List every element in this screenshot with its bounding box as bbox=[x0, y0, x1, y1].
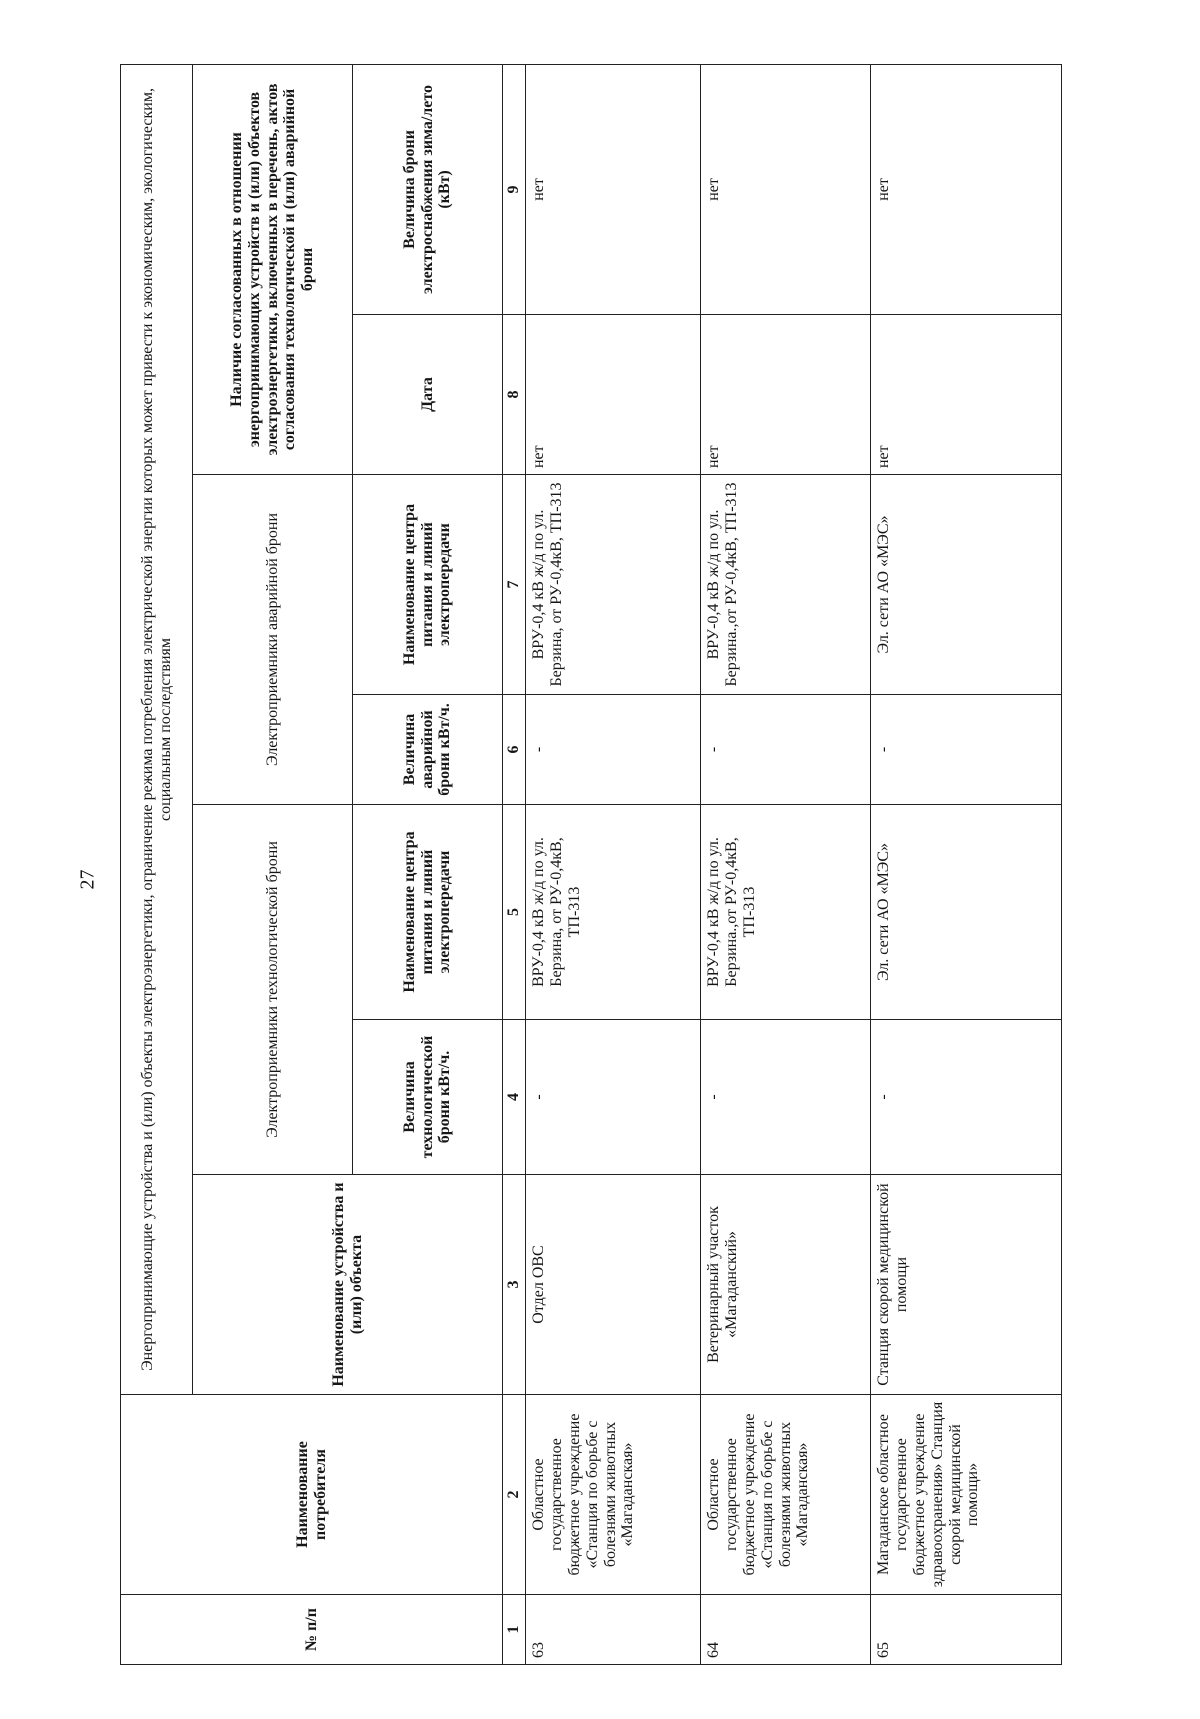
row-emerg-value: - bbox=[525, 695, 700, 805]
row-emerg-value: - bbox=[870, 695, 1061, 805]
column-number: 1 bbox=[503, 1595, 526, 1665]
header-row-1 bbox=[121, 64, 193, 1664]
header-emerg-group: Электроприемники аварийной брони bbox=[193, 475, 353, 805]
row-object: Отдел ОВС bbox=[525, 1175, 700, 1395]
header-tech-source: Наименование центра питания и линий электропередачи bbox=[353, 805, 503, 1020]
column-number: 6 bbox=[503, 695, 526, 805]
table-row bbox=[525, 64, 700, 1664]
column-number: 7 bbox=[503, 475, 526, 695]
header-emerg-source: Наименование центра питания и линий электропередачи bbox=[353, 475, 503, 695]
row-num: 64 bbox=[700, 1595, 870, 1665]
energy-consumers-table bbox=[120, 64, 1062, 1665]
table-row bbox=[870, 64, 1061, 1664]
column-number: 9 bbox=[503, 64, 526, 314]
row-emerg-source: Эл. сети АО «МЭС» bbox=[870, 475, 1061, 695]
row-num: 63 bbox=[525, 1595, 700, 1665]
row-consumer: Областное государственное бюджетное учреждение «Станция по борьбе с болезнями животных «Магаданская» bbox=[700, 1395, 870, 1595]
row-reserve: нет bbox=[700, 64, 870, 314]
row-tech-source: ВРУ-0,4 кВ ж/д по ул. Берзина, от РУ-0,4кВ, ТП-313 bbox=[525, 805, 700, 1020]
row-date: нет bbox=[525, 315, 700, 475]
row-emerg-source: ВРУ-0,4 кВ ж/д по ул. Берзина, от РУ-0,4кВ, ТП-313 bbox=[525, 475, 700, 695]
column-number: 5 bbox=[503, 805, 526, 1020]
row-reserve: нет bbox=[525, 64, 700, 314]
row-object: Станция скорой медицинской помощи bbox=[870, 1175, 1061, 1395]
header-object: Наименование устройства и (или) объекта bbox=[193, 1175, 503, 1395]
row-date: нет bbox=[700, 315, 870, 475]
row-date: нет bbox=[870, 315, 1061, 475]
rotated-table-container bbox=[120, 65, 1060, 1665]
header-reserve: Величина брони электроснабжения зима/лето (кВт) bbox=[353, 64, 503, 314]
column-number-row bbox=[503, 64, 526, 1664]
column-number: 2 bbox=[503, 1395, 526, 1595]
header-consumer: Наименование потребителя bbox=[121, 1395, 503, 1595]
row-reserve: нет bbox=[870, 64, 1061, 314]
column-number: 4 bbox=[503, 1020, 526, 1175]
column-number: 8 bbox=[503, 315, 526, 475]
header-num: № п/п bbox=[121, 1595, 503, 1665]
header-emerg-value: Величина аварийной брони кВт/ч. bbox=[353, 695, 503, 805]
column-number: 3 bbox=[503, 1175, 526, 1395]
header-date: Дата bbox=[353, 315, 503, 475]
row-emerg-source: ВРУ-0,4 кВ ж/д по ул. Берзина.,от РУ-0,4кВ, ТП-313 bbox=[700, 475, 870, 695]
row-tech-value: - bbox=[870, 1020, 1061, 1175]
table-row bbox=[700, 64, 870, 1664]
row-consumer: Областное государственное бюджетное учреждение «Станция по борьбе с болезнями животных «Магаданская» bbox=[525, 1395, 700, 1595]
row-object: Ветеринарный участок «Магаданский» bbox=[700, 1175, 870, 1395]
header-tech-group: Электроприемники технологической брони bbox=[193, 805, 353, 1175]
page-number: 27 bbox=[76, 869, 99, 890]
row-tech-source: Эл. сети АО «МЭС» bbox=[870, 805, 1061, 1020]
row-emerg-value: - bbox=[700, 695, 870, 805]
row-tech-value: - bbox=[525, 1020, 700, 1175]
header-group-title: Энергопринимающие устройства и (или) объекты электроэнергетики, ограничение режима потребления электрической энергии которых может привести к экономическим, экологическим, социальным последствиям bbox=[121, 64, 193, 1394]
row-consumer: Магаданское областное государственное бюджетное учреждение здравоохранения» Станция скорой медицинской помощи» bbox=[870, 1395, 1061, 1595]
row-tech-value: - bbox=[700, 1020, 870, 1175]
header-tech-value: Величина технологической брони кВт/ч. bbox=[353, 1020, 503, 1175]
row-num: 65 bbox=[870, 1595, 1061, 1665]
row-tech-source: ВРУ-0,4 кВ ж/д по ул. Берзина.,от РУ-0,4кВ, ТП-313 bbox=[700, 805, 870, 1020]
header-acts-group: Наличие согласованных в отношении энергопринимающих устройств и (или) объектов электроэнергетики, включенных в перечень, актов согласования технологической и (или) аварийной брони bbox=[193, 64, 353, 474]
